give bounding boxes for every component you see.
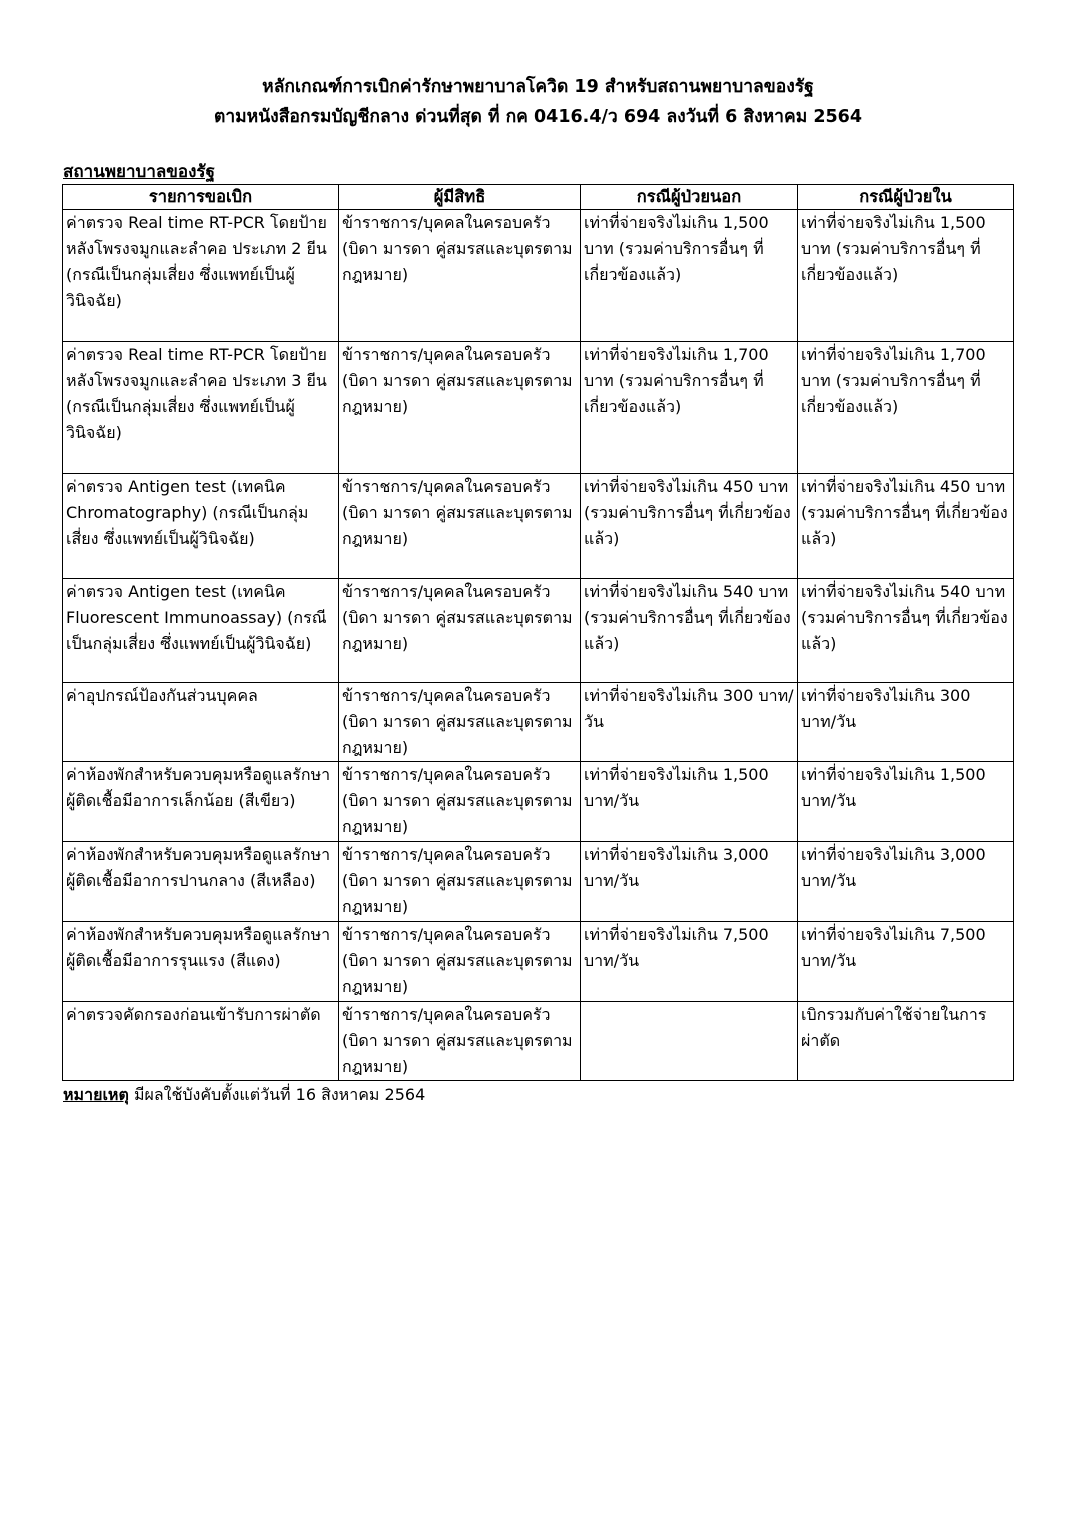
table-row	[63, 210, 1014, 342]
cell-eligible: ข้าราชการ/บุคคลในครอบครัว (บิดา มารดา คู่สมรสและบุตรตามกฎหมาย)	[339, 579, 581, 683]
table-row	[63, 842, 1014, 922]
section-heading: สถานพยาบาลของรัฐ	[63, 162, 215, 182]
cell-inpatient: เท่าที่จ่ายจริงไม่เกิน 1,700 บาท (รวมค่าบริการอื่นๆ ที่เกี่ยวข้องแล้ว)	[798, 342, 1014, 474]
cell-eligible: ข้าราชการ/บุคคลในครอบครัว (บิดา มารดา คู่สมรสและบุตรตามกฎหมาย)	[339, 922, 581, 1002]
cell-inpatient: เท่าที่จ่ายจริงไม่เกิน 1,500 บาท (รวมค่าบริการอื่นๆ ที่เกี่ยวข้องแล้ว)	[798, 210, 1014, 342]
cell-item: ค่าตรวจ Real time RT-PCR โดยป้ายหลังโพรงจมูกและลำคอ ประเภท 3 ยีน (กรณีเป็นกลุ่มเสี่ยง ซึ่งแพทย์เป็นผู้วินิจฉัย)	[63, 342, 339, 474]
cell-inpatient: เท่าที่จ่ายจริงไม่เกิน 1,500 บาท/วัน	[798, 762, 1014, 842]
cell-item: ค่าอุปกรณ์ป้องกันส่วนบุคคล	[63, 683, 339, 762]
title-line-2: ตามหนังสือกรมบัญชีกลาง ด่วนที่สุด ที่ กค 0416.4/ว 694 ลงวันที่ 6 สิงหาคม 2564	[213, 107, 863, 127]
footnote-text: มีผลใช้บังคับตั้งแต่วันที่ 16 สิงหาคม 2564	[128, 1085, 426, 1104]
document-title	[0, 72, 1076, 132]
table-row	[63, 683, 1014, 762]
header-eligible: ผู้มีสิทธิ	[339, 185, 581, 210]
footnote-label: หมายเหตุ	[63, 1085, 129, 1104]
cell-outpatient: เท่าที่จ่ายจริงไม่เกิน 1,500 บาท/วัน	[581, 762, 798, 842]
cell-eligible: ข้าราชการ/บุคคลในครอบครัว (บิดา มารดา คู่สมรสและบุตรตามกฎหมาย)	[339, 1002, 581, 1081]
cell-item: ค่าห้องพักสำหรับควบคุมหรือดูแลรักษาผู้ติดเชื้อมีอาการเล็กน้อย (สีเขียว)	[63, 762, 339, 842]
cell-item: ค่าตรวจ Real time RT-PCR โดยป้ายหลังโพรงจมูกและลำคอ ประเภท 2 ยีน (กรณีเป็นกลุ่มเสี่ยง ซึ่งแพทย์เป็นผู้วินิจฉัย)	[63, 210, 339, 342]
cell-eligible: ข้าราชการ/บุคคลในครอบครัว (บิดา มารดา คู่สมรสและบุตรตามกฎหมาย)	[339, 474, 581, 579]
cell-inpatient: เท่าที่จ่ายจริงไม่เกิน 450 บาท (รวมค่าบริการอื่นๆ ที่เกี่ยวข้องแล้ว)	[798, 474, 1014, 579]
cell-outpatient	[581, 1002, 798, 1081]
cell-eligible: ข้าราชการ/บุคคลในครอบครัว (บิดา มารดา คู่สมรสและบุตรตามกฎหมาย)	[339, 842, 581, 922]
cell-outpatient: เท่าที่จ่ายจริงไม่เกิน 450 บาท (รวมค่าบริการอื่นๆ ที่เกี่ยวข้องแล้ว)	[581, 474, 798, 579]
cell-inpatient: เท่าที่จ่ายจริงไม่เกิน 300 บาท/วัน	[798, 683, 1014, 762]
footnote	[63, 1083, 425, 1108]
cell-eligible: ข้าราชการ/บุคคลในครอบครัว (บิดา มารดา คู่สมรสและบุตรตามกฎหมาย)	[339, 342, 581, 474]
cell-outpatient: เท่าที่จ่ายจริงไม่เกิน 3,000 บาท/วัน	[581, 842, 798, 922]
header-item: รายการขอเบิก	[63, 185, 339, 210]
table-row	[63, 474, 1014, 579]
cell-outpatient: เท่าที่จ่ายจริงไม่เกิน 1,500 บาท (รวมค่าบริการอื่นๆ ที่เกี่ยวข้องแล้ว)	[581, 210, 798, 342]
cell-inpatient: เท่าที่จ่ายจริงไม่เกิน 3,000 บาท/วัน	[798, 842, 1014, 922]
cell-item: ค่าตรวจ Antigen test (เทคนิค Chromatography) (กรณีเป็นกลุ่มเสี่ยง ซึ่งแพทย์เป็นผู้วินิจฉัย)	[63, 474, 339, 579]
cell-inpatient: เบิกรวมกับค่าใช้จ่ายในการผ่าตัด	[798, 1002, 1014, 1081]
cell-item: ค่าห้องพักสำหรับควบคุมหรือดูแลรักษาผู้ติดเชื้อมีอาการปานกลาง (สีเหลือง)	[63, 842, 339, 922]
cell-eligible: ข้าราชการ/บุคคลในครอบครัว (บิดา มารดา คู่สมรสและบุตรตามกฎหมาย)	[339, 762, 581, 842]
table-row	[63, 922, 1014, 1002]
cell-inpatient: เท่าที่จ่ายจริงไม่เกิน 540 บาท (รวมค่าบริการอื่นๆ ที่เกี่ยวข้องแล้ว)	[798, 579, 1014, 683]
table-row	[63, 579, 1014, 683]
cell-item: ค่าตรวจ Antigen test (เทคนิค Fluorescent Immunoassay) (กรณีเป็นกลุ่มเสี่ยง ซึ่งแพทย์เป็นผู้วินิจฉัย)	[63, 579, 339, 683]
cell-eligible: ข้าราชการ/บุคคลในครอบครัว (บิดา มารดา คู่สมรสและบุตรตามกฎหมาย)	[339, 683, 581, 762]
table-row	[63, 762, 1014, 842]
table-header-row	[63, 185, 1014, 210]
cell-item: ค่าตรวจคัดกรองก่อนเข้ารับการผ่าตัด	[63, 1002, 339, 1081]
title-line-1: หลักเกณฑ์การเบิกค่ารักษาพยาบาลโควิด 19 สำหรับสถานพยาบาลของรัฐ	[262, 77, 814, 97]
claims-table	[62, 184, 1014, 1081]
header-outpatient: กรณีผู้ป่วยนอก	[581, 185, 798, 210]
cell-outpatient: เท่าที่จ่ายจริงไม่เกิน 540 บาท (รวมค่าบริการอื่นๆ ที่เกี่ยวข้องแล้ว)	[581, 579, 798, 683]
cell-outpatient: เท่าที่จ่ายจริงไม่เกิน 1,700 บาท (รวมค่าบริการอื่นๆ ที่เกี่ยวข้องแล้ว)	[581, 342, 798, 474]
cell-outpatient: เท่าที่จ่ายจริงไม่เกิน 300 บาท/วัน	[581, 683, 798, 762]
cell-outpatient: เท่าที่จ่ายจริงไม่เกิน 7,500 บาท/วัน	[581, 922, 798, 1002]
table-row	[63, 342, 1014, 474]
header-inpatient: กรณีผู้ป่วยใน	[798, 185, 1014, 210]
table-row	[63, 1002, 1014, 1081]
cell-item: ค่าห้องพักสำหรับควบคุมหรือดูแลรักษาผู้ติดเชื้อมีอาการรุนแรง (สีแดง)	[63, 922, 339, 1002]
cell-eligible: ข้าราชการ/บุคคลในครอบครัว (บิดา มารดา คู่สมรสและบุตรตามกฎหมาย)	[339, 210, 581, 342]
cell-inpatient: เท่าที่จ่ายจริงไม่เกิน 7,500 บาท/วัน	[798, 922, 1014, 1002]
